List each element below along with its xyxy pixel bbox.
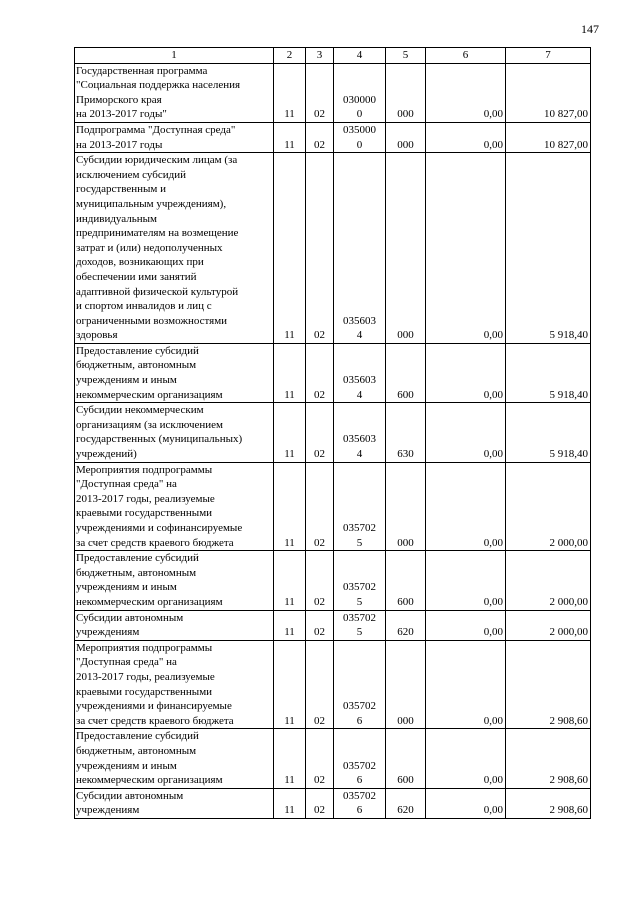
amount-col-6: 0,00 xyxy=(426,551,506,610)
amount-col-7: 10 827,00 xyxy=(506,122,591,152)
amount-col-7: 5 918,40 xyxy=(506,343,591,402)
target-article-code: 035702 5 xyxy=(334,462,386,551)
header-col-7: 7 xyxy=(506,48,591,64)
section-code: 11 xyxy=(274,63,306,122)
table-row xyxy=(75,122,591,152)
table-row xyxy=(75,729,591,788)
expense-type-code: 600 xyxy=(386,729,426,788)
table-row xyxy=(75,640,591,729)
amount-col-7: 2 908,60 xyxy=(506,640,591,729)
budget-table xyxy=(74,47,591,819)
subsection-code: 02 xyxy=(306,610,334,640)
subsection-code: 02 xyxy=(306,729,334,788)
section-code: 11 xyxy=(274,153,306,344)
header-col-6: 6 xyxy=(426,48,506,64)
header-col-1: 1 xyxy=(75,48,274,64)
amount-col-6: 0,00 xyxy=(426,122,506,152)
section-code: 11 xyxy=(274,640,306,729)
row-name: Предоставление субсидий бюджетным, автономным учреждениям и иным некоммерческим организациям xyxy=(75,551,274,610)
row-name: Субсидии юридическим лицам (за исключением субсидий государственным и муниципальным учреждениям), индивидуальным предпринимателям на возмещение затрат и (или) недополученных доходов, возникающих при обеспечении ими занятий адаптивной физической культурой и спортом инвалидов и лиц с ограниченными возможностями здоровья xyxy=(75,153,274,344)
table-header xyxy=(75,48,591,64)
target-article-code: 035702 5 xyxy=(334,610,386,640)
amount-col-7: 10 827,00 xyxy=(506,63,591,122)
header-col-2: 2 xyxy=(274,48,306,64)
amount-col-6: 0,00 xyxy=(426,343,506,402)
row-name: Подпрограмма "Доступная среда" на 2013-2017 годы xyxy=(75,122,274,152)
target-article-code: 030000 0 xyxy=(334,63,386,122)
expense-type-code: 600 xyxy=(386,343,426,402)
table-row xyxy=(75,343,591,402)
table-row xyxy=(75,63,591,122)
row-name: Субсидии некоммерческим организациям (за исключением государственных (муниципальных) учреждений) xyxy=(75,403,274,462)
subsection-code: 02 xyxy=(306,403,334,462)
subsection-code: 02 xyxy=(306,63,334,122)
page-number: 147 xyxy=(581,22,599,36)
table-row xyxy=(75,551,591,610)
table-row xyxy=(75,788,591,818)
expense-type-code: 620 xyxy=(386,610,426,640)
amount-col-7: 2 908,60 xyxy=(506,729,591,788)
table-row xyxy=(75,462,591,551)
target-article-code: 035702 5 xyxy=(334,551,386,610)
section-code: 11 xyxy=(274,788,306,818)
amount-col-6: 0,00 xyxy=(426,729,506,788)
amount-col-6: 0,00 xyxy=(426,153,506,344)
table-row xyxy=(75,403,591,462)
amount-col-7: 2 000,00 xyxy=(506,610,591,640)
header-col-3: 3 xyxy=(306,48,334,64)
row-name: Субсидии автономным учреждениям xyxy=(75,610,274,640)
expense-type-code: 000 xyxy=(386,122,426,152)
header-row xyxy=(75,48,591,64)
expense-type-code: 000 xyxy=(386,462,426,551)
expense-type-code: 600 xyxy=(386,551,426,610)
expense-type-code: 000 xyxy=(386,153,426,344)
target-article-code: 035702 6 xyxy=(334,640,386,729)
amount-col-6: 0,00 xyxy=(426,462,506,551)
amount-col-7: 2 000,00 xyxy=(506,462,591,551)
expense-type-code: 620 xyxy=(386,788,426,818)
amount-col-6: 0,00 xyxy=(426,640,506,729)
section-code: 11 xyxy=(274,551,306,610)
target-article-code: 035603 4 xyxy=(334,343,386,402)
header-col-4: 4 xyxy=(334,48,386,64)
subsection-code: 02 xyxy=(306,551,334,610)
table-body xyxy=(75,63,591,818)
header-col-5: 5 xyxy=(386,48,426,64)
amount-col-6: 0,00 xyxy=(426,788,506,818)
subsection-code: 02 xyxy=(306,462,334,551)
table-row xyxy=(75,153,591,344)
amount-col-6: 0,00 xyxy=(426,63,506,122)
row-name: Мероприятия подпрограммы "Доступная среда" на 2013-2017 годы, реализуемые краевыми государственными учреждениями и софинансируемые за счет средств краевого бюджета xyxy=(75,462,274,551)
row-name: Государственная программа "Социальная поддержка населения Приморского края на 2013-2017 годы" xyxy=(75,63,274,122)
row-name: Субсидии автономным учреждениям xyxy=(75,788,274,818)
row-name: Предоставление субсидий бюджетным, автономным учреждениям и иным некоммерческим организациям xyxy=(75,343,274,402)
target-article-code: 035603 4 xyxy=(334,403,386,462)
section-code: 11 xyxy=(274,403,306,462)
expense-type-code: 630 xyxy=(386,403,426,462)
target-article-code: 035603 4 xyxy=(334,153,386,344)
table-row xyxy=(75,610,591,640)
subsection-code: 02 xyxy=(306,153,334,344)
expense-type-code: 000 xyxy=(386,63,426,122)
amount-col-7: 5 918,40 xyxy=(506,403,591,462)
target-article-code: 035000 0 xyxy=(334,122,386,152)
subsection-code: 02 xyxy=(306,640,334,729)
subsection-code: 02 xyxy=(306,343,334,402)
row-name: Предоставление субсидий бюджетным, автономным учреждениям и иным некоммерческим организациям xyxy=(75,729,274,788)
section-code: 11 xyxy=(274,122,306,152)
target-article-code: 035702 6 xyxy=(334,788,386,818)
subsection-code: 02 xyxy=(306,788,334,818)
section-code: 11 xyxy=(274,610,306,640)
row-name: Мероприятия подпрограммы "Доступная среда" на 2013-2017 годы, реализуемые краевыми государственными учреждениями и финансируемые за счет средств краевого бюджета xyxy=(75,640,274,729)
amount-col-7: 5 918,40 xyxy=(506,153,591,344)
section-code: 11 xyxy=(274,729,306,788)
amount-col-6: 0,00 xyxy=(426,403,506,462)
target-article-code: 035702 6 xyxy=(334,729,386,788)
section-code: 11 xyxy=(274,462,306,551)
section-code: 11 xyxy=(274,343,306,402)
amount-col-6: 0,00 xyxy=(426,610,506,640)
expense-type-code: 000 xyxy=(386,640,426,729)
amount-col-7: 2 908,60 xyxy=(506,788,591,818)
amount-col-7: 2 000,00 xyxy=(506,551,591,610)
subsection-code: 02 xyxy=(306,122,334,152)
